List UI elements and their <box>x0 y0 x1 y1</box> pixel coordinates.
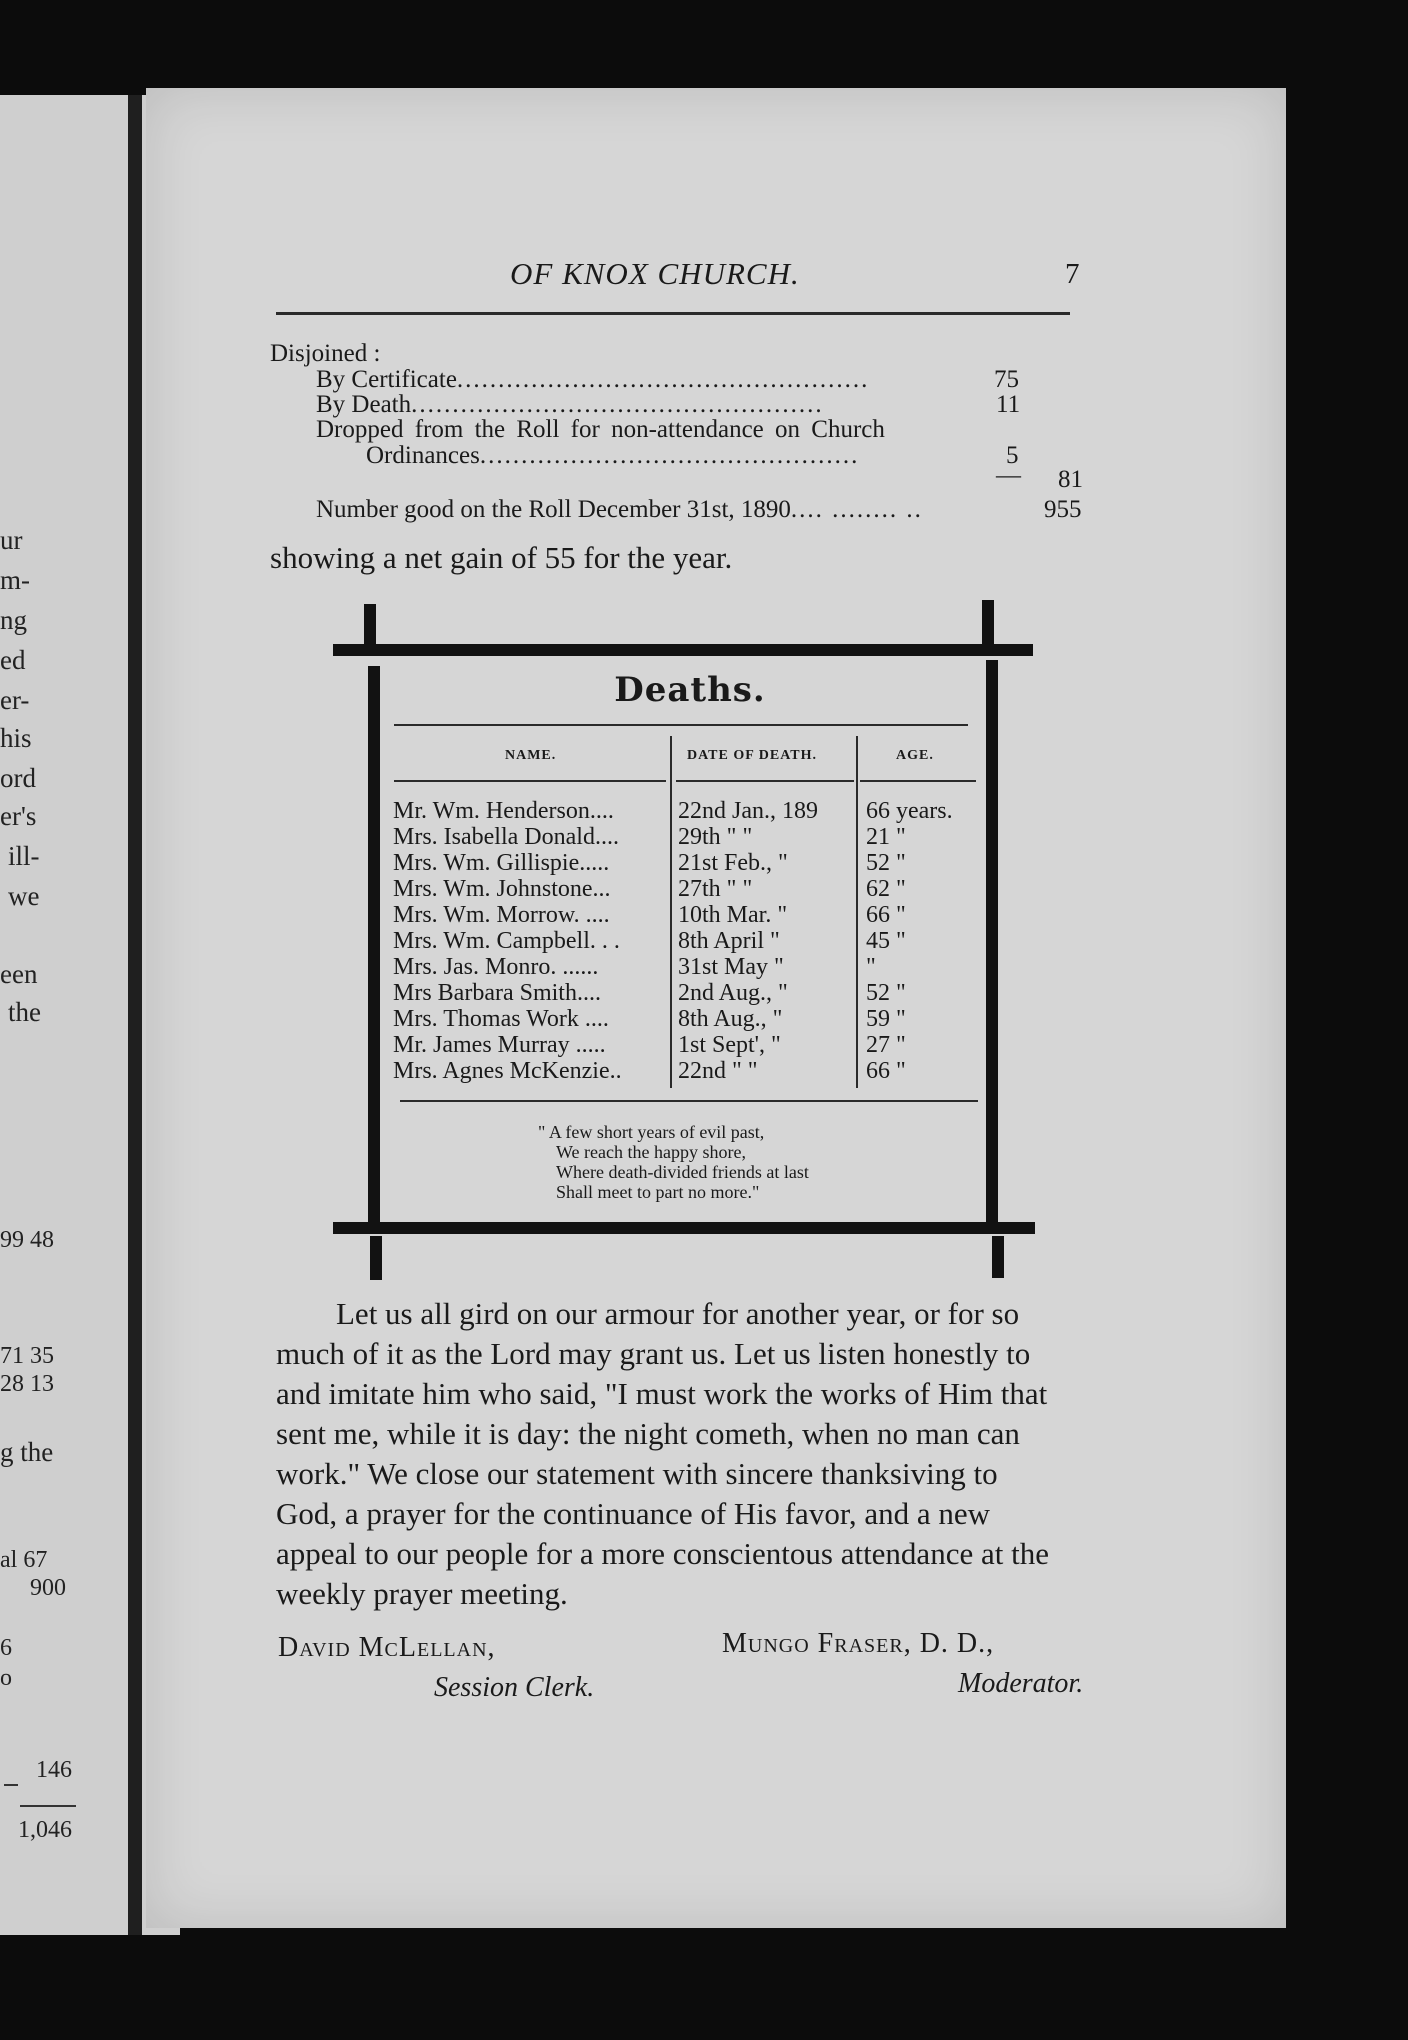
deceased-name: Mr. Wm. Henderson.... <box>393 798 614 824</box>
book-spine <box>128 95 142 1935</box>
margin-fragment: er- <box>0 685 30 715</box>
moderator-title: Moderator. <box>958 1668 1084 1699</box>
disjoined-item <box>316 366 869 394</box>
date-of-death: 21st Feb., " <box>678 850 788 876</box>
frame-stub <box>982 600 994 644</box>
date-of-death: 1st Sept', " <box>678 1032 781 1058</box>
disjoined-total: 81 <box>1058 466 1083 493</box>
deceased-name: Mr. James Murray ..... <box>393 1032 606 1058</box>
closing-line: and imitate him who said, "I must work the works of Him that <box>276 1376 1048 1411</box>
leader-dots: .... ........ .. <box>790 496 923 523</box>
frame-stub <box>370 1236 382 1280</box>
age: " <box>866 954 876 980</box>
col-header-age: AGE. <box>896 748 934 763</box>
deceased-name: Mrs. Wm. Campbell. . . <box>393 928 620 954</box>
roll-line <box>316 496 923 524</box>
date-of-death: 22nd " " <box>678 1058 758 1084</box>
margin-fragment: 900 <box>30 1575 66 1601</box>
header-rule <box>276 312 1070 315</box>
age: 52 " <box>866 980 906 1006</box>
age: 59 " <box>866 1006 906 1032</box>
margin-fragment: ord <box>0 763 36 793</box>
closing-line: Let us all gird on our armour for another year, or for so <box>336 1296 1020 1331</box>
margin-fragment: the <box>8 997 41 1027</box>
age: 21 " <box>866 824 906 850</box>
deceased-name: Mrs. Thomas Work .... <box>393 1006 609 1032</box>
age: 27 " <box>866 1032 906 1058</box>
disjoined-item: Dropped from the Roll for non-attendance on Church <box>316 416 885 443</box>
margin-fragment: 1,046 <box>18 1817 72 1843</box>
item-value: 75 <box>994 366 1019 393</box>
deceased-name: Mrs. Jas. Monro. ...... <box>393 954 599 980</box>
margin-fragment: ur <box>0 525 23 555</box>
margin-fragment: ed <box>0 645 26 675</box>
header-underline <box>676 780 854 782</box>
moderator-name: Mungo Fraser, D. D., <box>722 1628 995 1659</box>
frame-top-bar <box>333 644 1033 656</box>
table-bottom-rule <box>400 1100 978 1102</box>
frame-left-bar <box>368 666 380 1226</box>
header-underline <box>860 780 976 782</box>
item-label: Ordinances <box>366 442 480 469</box>
date-of-death: 22nd Jan., 189 <box>678 798 818 824</box>
column-divider <box>856 736 858 1088</box>
table-top-rule <box>394 724 968 726</box>
margin-fragment: 6 <box>0 1635 12 1661</box>
date-of-death: 8th April " <box>678 928 780 954</box>
item-label: By Certificate <box>316 366 457 393</box>
roll-label: Number good on the Roll December 31st, 1890 <box>316 496 791 523</box>
closing-line: work." We close our statement with sincere thanksiving to <box>276 1456 998 1491</box>
column-divider <box>670 736 672 1088</box>
poem-line: We reach the happy shore, <box>556 1142 746 1162</box>
margin-fragment: al 67 <box>0 1547 48 1573</box>
closing-line: God, a prayer for the continuance of His favor, and a new <box>276 1496 991 1531</box>
disjoined-heading: Disjoined : <box>270 340 381 367</box>
session-clerk-name: David McLellan, <box>278 1632 496 1663</box>
date-of-death: 10th Mar. " <box>678 902 788 928</box>
closing-line: sent me, while it is day: the night cometh, when no man can <box>276 1416 1020 1451</box>
margin-fragment: er's <box>0 801 37 831</box>
deceased-name: Mrs Barbara Smith.... <box>393 980 601 1006</box>
frame-stub <box>992 1236 1004 1278</box>
leader-dots: .................................................. <box>456 366 870 393</box>
roll-value: 955 <box>1044 496 1082 523</box>
closing-line: much of it as the Lord may grant us. Let us listen honestly to <box>276 1336 1031 1371</box>
date-of-death: 8th Aug., " <box>678 1006 783 1032</box>
date-of-death: 31st May " <box>678 954 784 980</box>
margin-fragment: ill- <box>8 841 40 871</box>
poem-line: " A few short years of evil past, <box>538 1122 765 1142</box>
col-header-date: DATE OF DEATH. <box>687 748 818 763</box>
disjoined-item <box>366 442 859 470</box>
margin-fragment: we <box>8 881 40 911</box>
age: 45 " <box>866 928 906 954</box>
disjoined-item <box>316 391 824 419</box>
margin-fragment: his <box>0 723 32 753</box>
net-gain-line: showing a net gain of 55 for the year. <box>270 540 733 575</box>
margin-fragment: m- <box>0 565 30 595</box>
closing-line: appeal to our people for a more conscientous attendance at the <box>276 1536 1049 1571</box>
deaths-title: Deaths. <box>614 670 766 710</box>
poem-line: Where death-divided friends at last <box>556 1162 809 1182</box>
margin-fragment: 99 48 <box>0 1227 54 1253</box>
age: 66 " <box>866 1058 906 1084</box>
date-of-death: 27th " " <box>678 876 753 902</box>
frame-bottom-bar <box>333 1222 1035 1234</box>
age: 66 years. <box>866 798 953 824</box>
age: 52 " <box>866 850 906 876</box>
running-title: OF KNOX CHURCH. <box>510 256 800 291</box>
deceased-name: Mrs. Wm. Johnstone... <box>393 876 611 902</box>
dash <box>4 1784 18 1786</box>
subtotal-dash: — <box>996 462 1021 489</box>
margin-fragment: 71 35 <box>0 1343 54 1369</box>
poem-line: Shall meet to part no more." <box>556 1182 760 1202</box>
margin-fragment: ng <box>0 605 27 635</box>
margin-fragment: 28 13 <box>0 1371 54 1397</box>
margin-fragment: 146 <box>36 1757 72 1783</box>
date-of-death: 29th " " <box>678 824 753 850</box>
frame-stub <box>364 604 376 644</box>
item-value: 5 <box>1006 442 1019 469</box>
date-of-death: 2nd Aug., " <box>678 980 788 1006</box>
age: 66 " <box>866 902 906 928</box>
frame-right-bar <box>986 660 998 1224</box>
col-header-name: NAME. <box>505 748 557 763</box>
session-clerk-title: Session Clerk. <box>434 1672 595 1703</box>
deceased-name: Mrs. Agnes McKenzie.. <box>393 1058 622 1084</box>
margin-fragment: g the <box>0 1437 54 1467</box>
deceased-name: Mrs. Wm. Morrow. .... <box>393 902 610 928</box>
leader-dots: .............................................. <box>479 442 860 469</box>
age: 62 " <box>866 876 906 902</box>
margin-fragment: o <box>0 1665 12 1691</box>
deceased-name: Mrs. Wm. Gillispie..... <box>393 850 610 876</box>
item-value: 11 <box>996 391 1021 418</box>
header-underline <box>394 780 666 782</box>
sum-rule <box>20 1805 76 1807</box>
deceased-name: Mrs. Isabella Donald.... <box>393 824 619 850</box>
leader-dots: .................................................. <box>411 391 824 418</box>
item-label: By Death <box>316 391 412 418</box>
margin-fragment: een <box>0 959 38 989</box>
closing-line: weekly prayer meeting. <box>276 1576 568 1611</box>
page-number: 7 <box>1065 258 1080 290</box>
